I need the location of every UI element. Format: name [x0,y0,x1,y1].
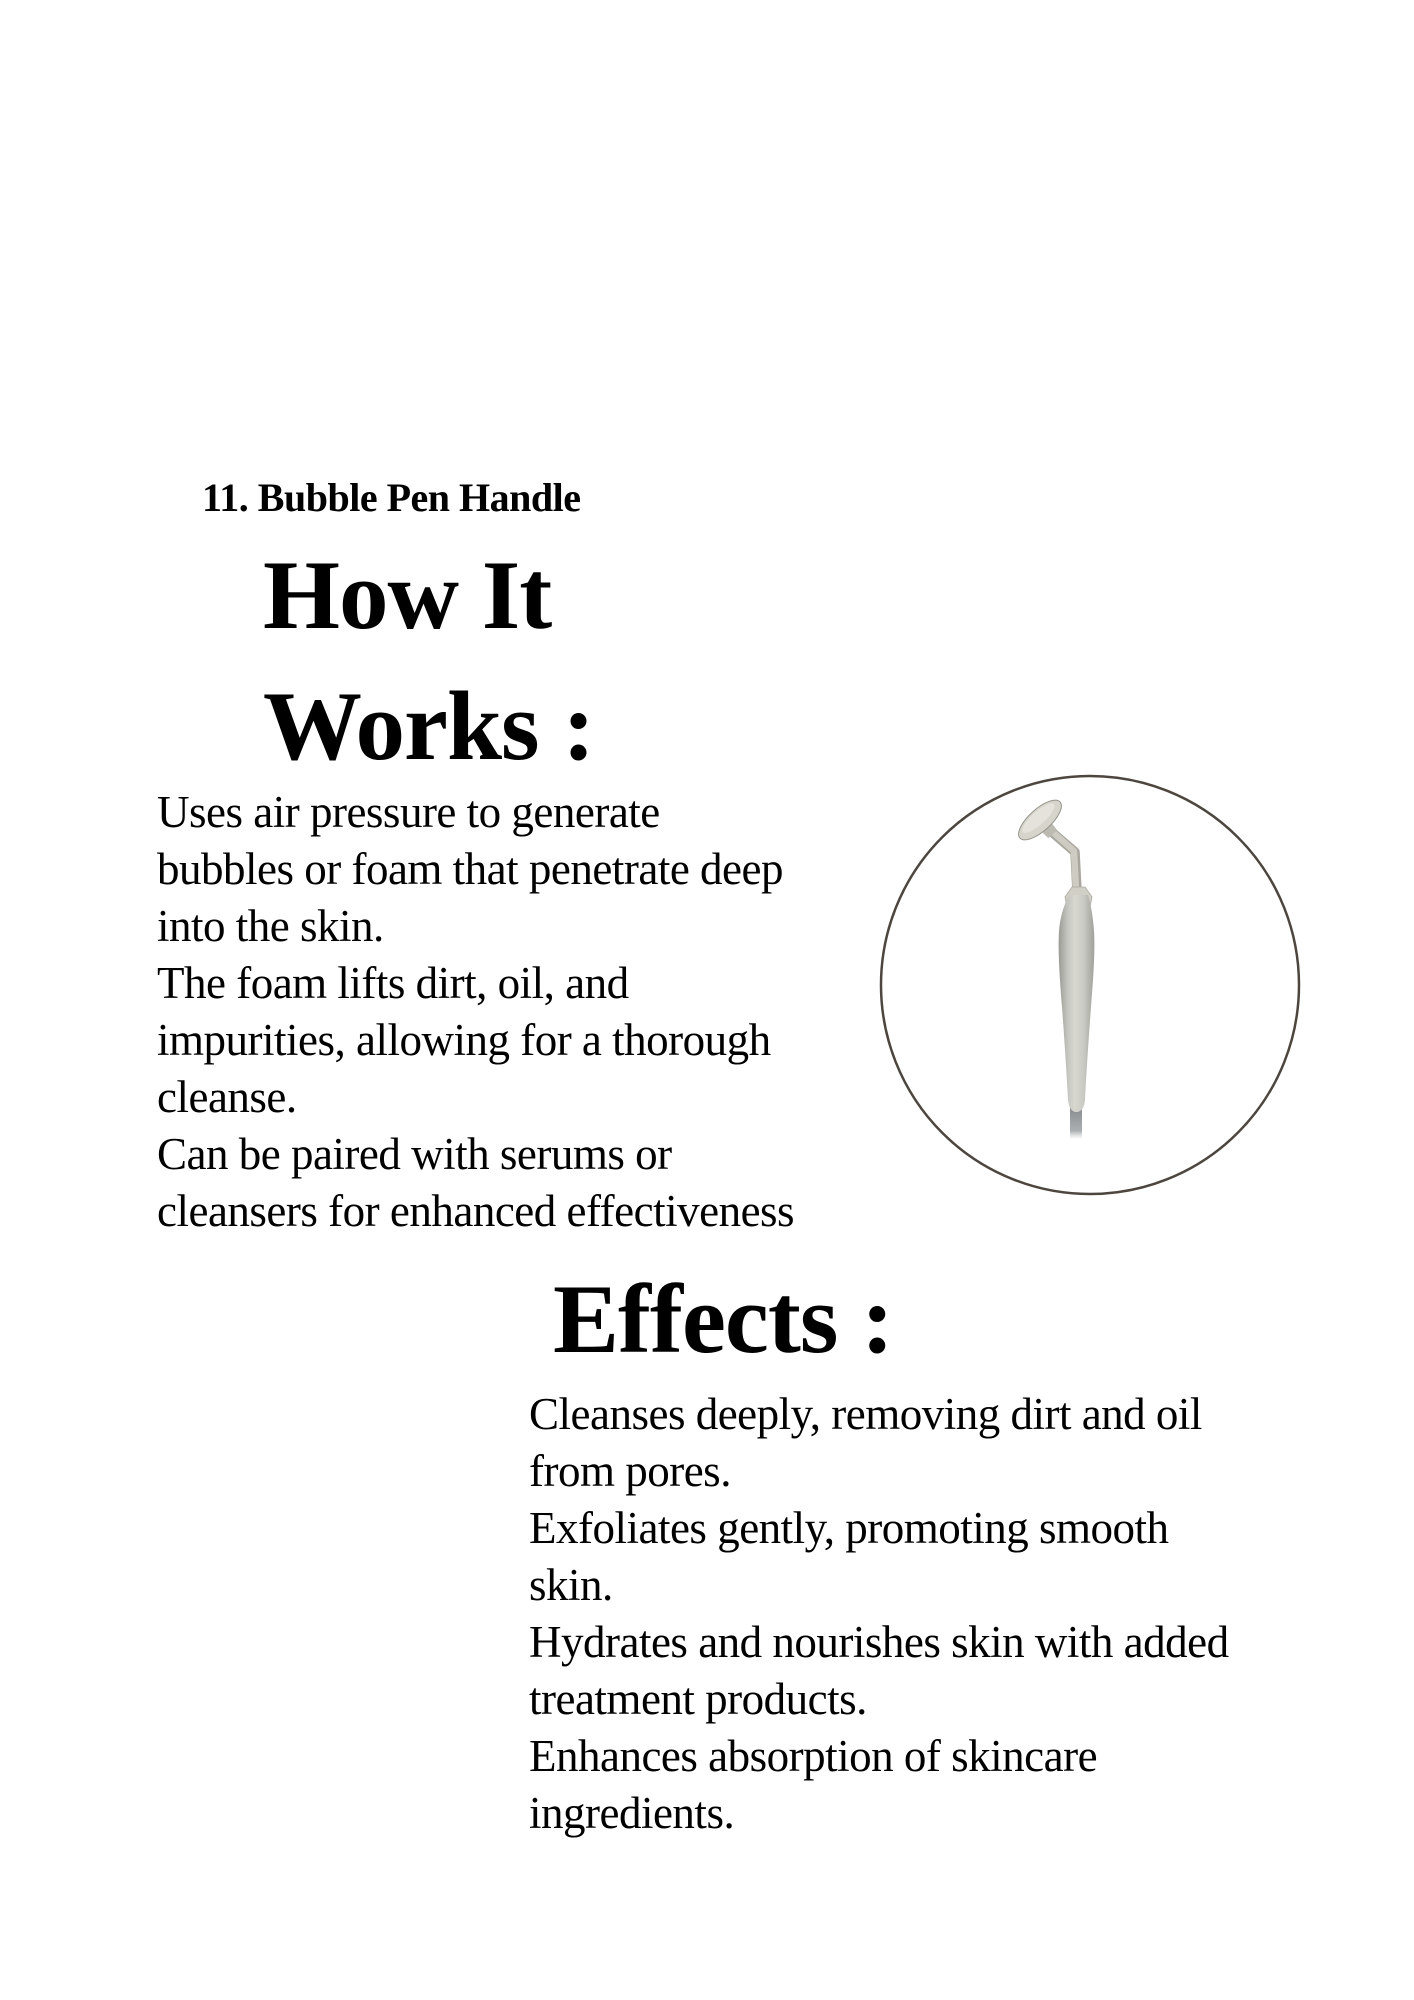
text-line: cleansers for enhanced effectiveness [157,1186,795,1236]
effects-title: Effects : [553,1265,894,1374]
text-line: Uses air pressure to generate [157,787,660,837]
text-line: Enhances absorption of skincare [529,1731,1098,1781]
text-line: Hydrates and nourishes skin with added [529,1617,1229,1667]
text-line: cleanse. [157,1072,297,1122]
text-line: skin. [529,1560,613,1610]
text-line: bubbles or foam that penetrate deep [157,844,783,894]
text-line: treatment products. [529,1674,867,1724]
how-it-works-title [263,530,594,792]
effects-paragraph [529,1386,1229,1842]
how-it-works-title-line-1: How It [263,541,552,650]
how-it-works-paragraph [157,784,794,1240]
text-line: Cleanses deeply, removing dirt and oil [529,1389,1202,1439]
text-line: Exfoliates gently, promoting smooth [529,1503,1169,1553]
bubble-pen-image [870,765,1310,1205]
how-it-works-title-line-2: Works : [263,672,595,781]
section-heading: 11. Bubble Pen Handle [202,475,581,520]
text-line: ingredients. [529,1788,735,1838]
bubble-pen-illustration [870,765,1310,1205]
text-line: from pores. [529,1446,731,1496]
text-line: The foam lifts dirt, oil, and [157,958,629,1008]
pen-handle [1059,895,1095,1112]
text-line: impurities, allowing for a thorough [157,1015,771,1065]
text-line: Can be paired with serums or [157,1129,672,1179]
text-line: into the skin. [157,901,384,951]
